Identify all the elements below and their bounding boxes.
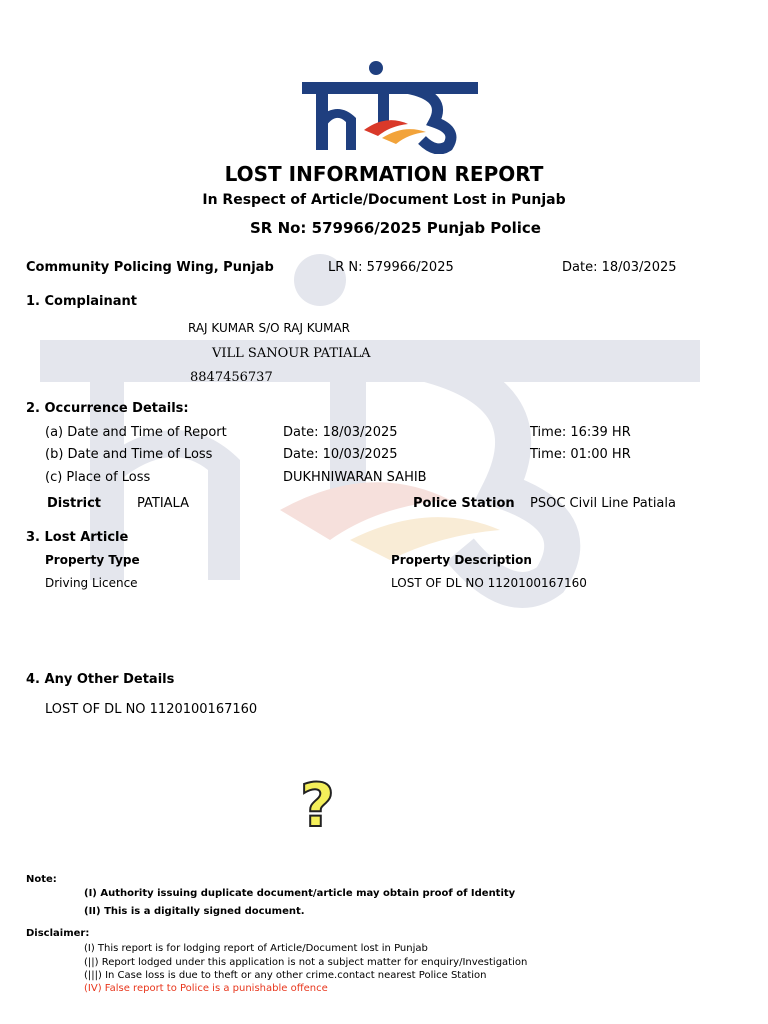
report-subtitle: In Respect of Article/Document Lost in Punjab: [202, 192, 566, 208]
report-datetime-label: (a) Date and Time of Report: [45, 425, 227, 440]
note-heading: Note:: [26, 874, 57, 885]
other-details-value: LOST OF DL NO 1120100167160: [45, 702, 258, 717]
disclaimer-item: (||) Report lodged under this application is not a subject matter for enquiry/Investigation: [84, 957, 528, 968]
signature-unverified-icon: ?: [300, 771, 335, 841]
disclaimer-item: (I) This report is for lodging report of Article/Document lost in Punjab: [84, 943, 428, 954]
loss-date-value: Date: 10/03/2025: [283, 447, 398, 462]
police-station-label: Police Station: [413, 496, 515, 511]
place-of-loss-value: DUKHNIWARAN SAHIB: [283, 470, 427, 485]
complainant-name: RAJ KUMAR S/O RAJ KUMAR: [188, 321, 351, 335]
wing-name: Community Policing Wing, Punjab: [26, 260, 274, 275]
disclaimer-warning: (IV) False report to Police is a punishable offence: [84, 983, 328, 994]
district-value: PATIALA: [137, 496, 189, 511]
district-label: District: [47, 496, 101, 511]
report-title: LOST INFORMATION REPORT: [224, 162, 544, 186]
police-station-value: PSOC Civil Line Patiala: [530, 496, 676, 511]
loss-datetime-label: (b) Date and Time of Loss: [45, 447, 213, 462]
place-of-loss-label: (c) Place of Loss: [45, 470, 151, 485]
disclaimer-heading: Disclaimer:: [26, 928, 90, 939]
note-item: (I) Authority issuing duplicate document/article may obtain proof of Identity: [84, 888, 516, 899]
occurrence-heading: 2. Occurrence Details:: [26, 401, 189, 416]
report-date: Date: 18/03/2025: [562, 260, 677, 275]
complainant-heading: 1. Complainant: [26, 294, 138, 309]
complainant-address: VILL SANOUR PATIALA: [212, 346, 371, 361]
report-date-value: Date: 18/03/2025: [283, 425, 398, 440]
note-item: (II) This is a digitally signed document.: [84, 906, 305, 917]
property-type-header: Property Type: [45, 553, 140, 567]
disclaimer-item: (|||) In Case loss is due to theft or any other crime.contact nearest Police Station: [84, 970, 487, 981]
report-time-value: Time: 16:39 HR: [530, 425, 631, 440]
lr-number: LR N: 579966/2025: [328, 260, 454, 275]
complainant-phone: 8847456737: [190, 370, 273, 385]
sr-number: SR No: 579966/2025 Punjab Police: [250, 219, 541, 237]
property-description-header: Property Description: [391, 553, 532, 567]
property-description-value: LOST OF DL NO 1120100167160: [391, 576, 587, 590]
punjab-police-logo-icon: [298, 58, 482, 154]
lost-article-heading: 3. Lost Article: [26, 530, 129, 545]
property-type-value: Driving Licence: [45, 576, 138, 590]
loss-time-value: Time: 01:00 HR: [530, 447, 631, 462]
other-details-heading: 4. Any Other Details: [26, 672, 175, 687]
